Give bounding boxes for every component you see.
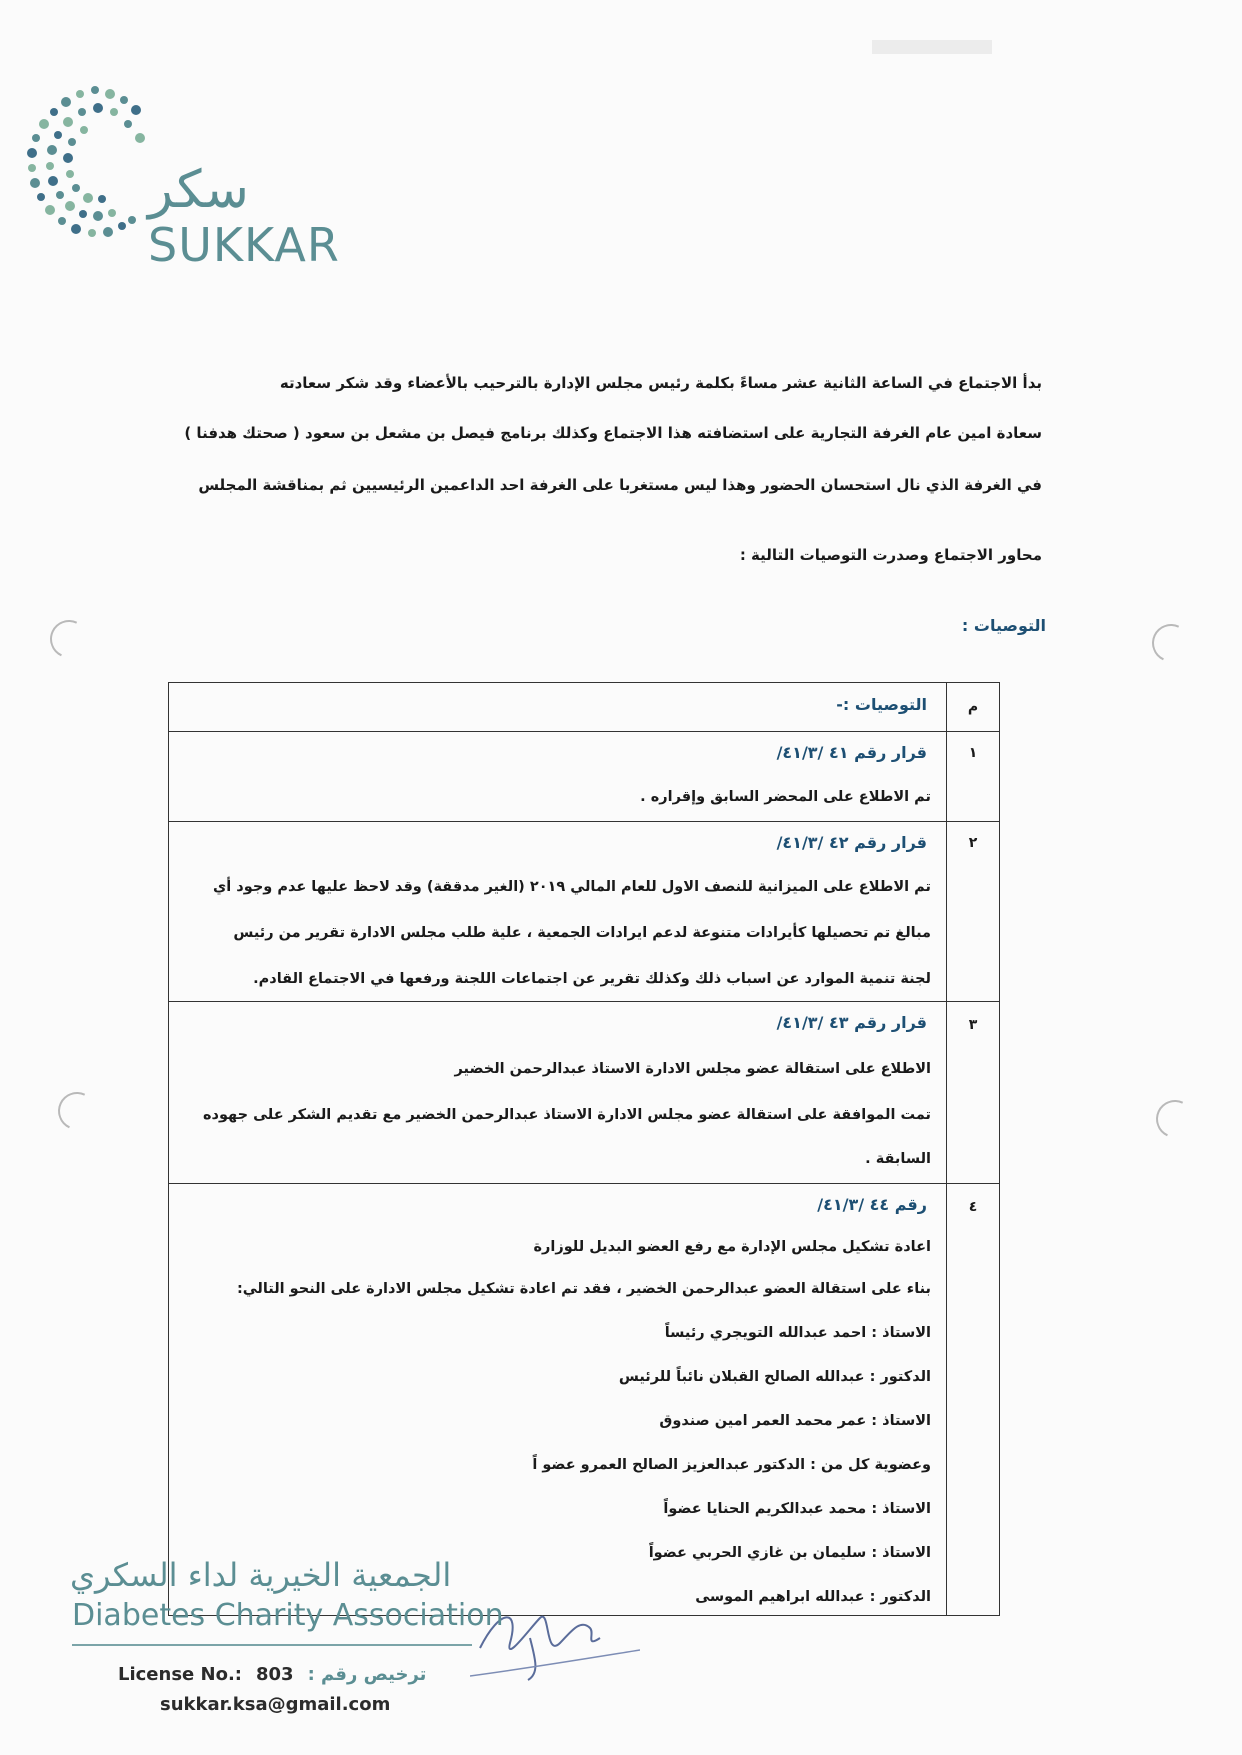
punch-hole-right-bottom: [1151, 1095, 1200, 1144]
decision-text: تم الاطلاع على المحضر السابق وإقراره .: [640, 789, 931, 805]
license-value: 803: [256, 1664, 294, 1685]
decision-text: بناء على استقالة العضو عبدالرحمن الخضير ، فقد تم اعادة تشكيل مجلس الادارة على النحو التالي:: [236, 1281, 931, 1297]
recommendations-heading: التوصيات :: [961, 616, 1046, 635]
decision-text: تمت الموافقة على استقالة عضو مجلس الادارة الاستاذ عبدالرحمن الخضير مع تقديم الشكر على جهوده: [202, 1107, 931, 1123]
board-member-line: الاستاذ : عمر محمد العمر امين صندوق: [659, 1413, 931, 1429]
row-divider: [169, 1183, 999, 1184]
logo-latin-text: SUKKAR: [148, 218, 340, 272]
board-member-line: الاستاذ : سليمان بن غازي الحربي عضواً: [648, 1545, 931, 1561]
license-line: [118, 1664, 426, 1685]
row-divider: [169, 1001, 999, 1002]
decision-number: قرار رقم ٤٣ /٤١/٣/: [776, 1013, 927, 1032]
row-number: ٤: [968, 1199, 978, 1215]
decision-text: مبالغ تم تحصيلها كأيرادات متنوعة لدعم ايرادات الجمعية ، علية طلب مجلس الادارة تقرير من رئيس: [233, 925, 931, 941]
row-number: ١: [968, 745, 978, 761]
row-number: ٣: [968, 1017, 978, 1033]
header-title-col: التوصيات :-: [836, 695, 927, 714]
contact-email: sukkar.ksa@gmail.com: [160, 1694, 391, 1715]
punch-hole-right-top: [1147, 619, 1196, 668]
board-member-line: الدكتور : عبدالله الصالح القبلان نائباً للرئيس: [618, 1369, 931, 1385]
decision-text: لجنة تنمية الموارد عن اسباب ذلك وكذلك تقرير عن اجتماعات اللجنة ورفعها في الاجتماع القادم.: [253, 971, 931, 987]
decision-text: تم الاطلاع على الميزانية للنصف الاول للعام المالي ٢٠١٩ (الغير مدققة) وقد لاحظ عليها عدم وجود أي: [213, 879, 931, 895]
scan-smudge: [872, 40, 992, 54]
decision-text: السابقة .: [865, 1151, 931, 1167]
board-member-line: الاستاذ : محمد عبدالكريم الحنايا عضواً: [663, 1501, 931, 1517]
column-divider: [946, 683, 947, 1615]
intro-line-4: محاور الاجتماع وصدرت التوصيات التالية :: [739, 546, 1042, 564]
license-label: License No.:: [118, 1664, 242, 1685]
row-number: ٢: [968, 835, 978, 851]
punch-hole-left-bottom: [53, 1087, 102, 1136]
decision-number: رقم ٤٤ /٤١/٣/: [817, 1195, 927, 1214]
footer-divider: [72, 1644, 472, 1646]
intro-line-3: في الغرفة الذي نال استحسان الحضور وهذا ليس مستغربا على الغرفة احد الداعمين الرئيسيين ثم بمناقشة المجلس: [198, 476, 1042, 494]
org-name-english: Diabetes Charity Association: [72, 1598, 504, 1633]
row-divider: [169, 821, 999, 822]
board-member-line: الاستاذ : احمد عبدالله التويجري رئيساً: [664, 1325, 931, 1341]
header-num-col: م: [967, 699, 979, 715]
logo-arabic-text: سكر: [148, 160, 249, 220]
org-name-arabic: الجمعية الخيرية لداء السكري: [70, 1556, 452, 1594]
row-divider: [169, 731, 999, 732]
decision-number: قرار رقم ٤٢ /٤١/٣/: [776, 833, 927, 852]
decision-number: قرار رقم ٤١ /٤١/٣/: [776, 743, 927, 762]
board-member-line: الدكتور : عبدالله ابراهيم الموسى: [695, 1589, 931, 1605]
intro-line-1: بدأ الاجتماع في الساعة الثانية عشر مساءً بكلمة رئيس مجلس الإدارة بالترحيب بالأعضاء وقد شكر سعادته: [279, 374, 1042, 392]
intro-line-2: سعادة امين عام الغرفة التجارية على استضافته هذا الاجتماع وكذلك برنامج فيصل بن مشعل بن سعود ( صحتك هدفنا ): [184, 424, 1042, 442]
board-member-line: وعضوية كل من : الدكتور عبدالعزيز الصالح العمرو عضو اً: [532, 1457, 931, 1473]
decision-text: الاطلاع على استقالة عضو مجلس الادارة الاستاذ عبدالرحمن الخضير: [454, 1061, 931, 1077]
decision-text: اعادة تشكيل مجلس الإدارة مع رفع العضو البديل للوزارة: [533, 1239, 931, 1255]
punch-hole-left-top: [45, 615, 94, 664]
license-arabic-label: : ترخيص رقم: [307, 1664, 427, 1685]
recommendations-table: [168, 682, 1000, 1616]
